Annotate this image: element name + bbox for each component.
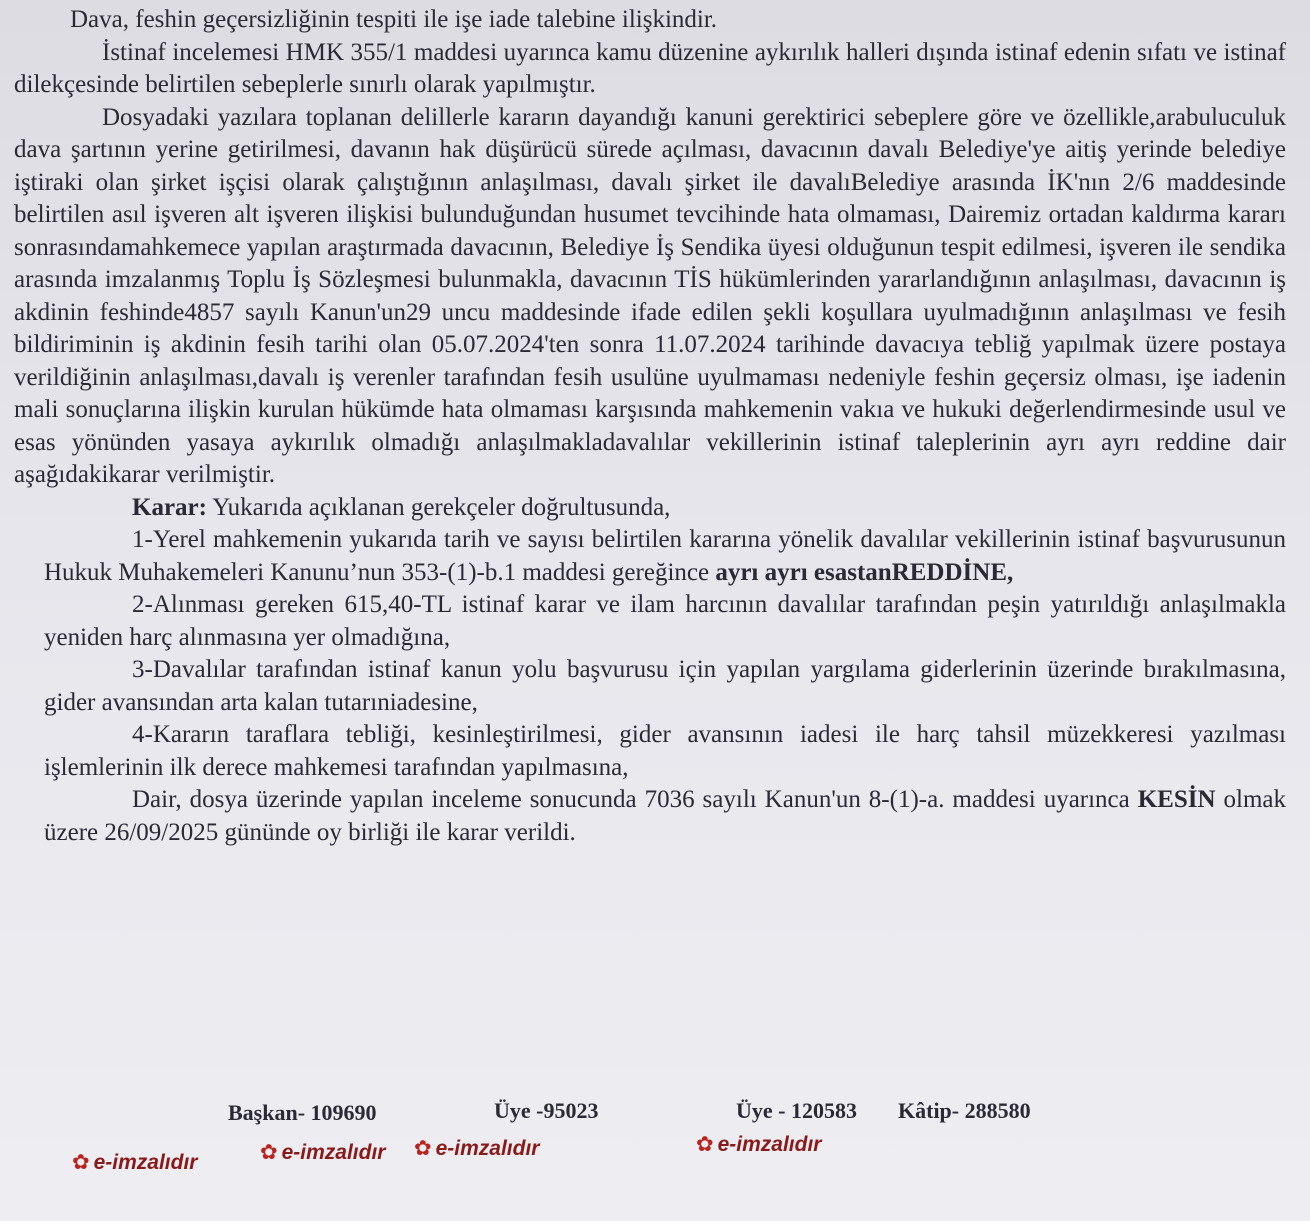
seal-rosette-icon: ✿ bbox=[696, 1133, 714, 1156]
decision-item-1-text: 1-Yerel mahkemenin yukarıda tarih ve sayısı belirtilen kararına yönelik davalılar vekillerinin istinaf başvurusunun Hukuk Muhakemeleri Kanunu’nun 353-(1)-b.1 maddesi gereğince bbox=[44, 526, 1286, 586]
signature-katip: Kâtip- 288580 bbox=[898, 1098, 1031, 1123]
decision-item-2: 2-Alınması gereken 615,40-TL istinaf karar ve ilam harcının davalılar tarafından peşin yatırıldığı anlaşılmakla yeniden harç alınmasına yer olmadığına, bbox=[44, 591, 1286, 651]
decision-item-4: 4-Kararın taraflara tebliği, kesinleştirilmesi, gider avansının iadesi ile harç tahsil müzekkeresi yazılması işlemlerinin ilk derece mahkemesi tarafından yapılmasına, bbox=[44, 721, 1286, 781]
intro-paragraph: Dava, feshin geçersizliğinin tespiti ile işe iade talebine ilişkindir. bbox=[70, 6, 718, 33]
decision-label: Karar: bbox=[132, 493, 207, 521]
signature-uye-1: Üye -95023 bbox=[494, 1098, 599, 1123]
decision-item-3: 3-Davalılar tarafından istinaf kanun yolu başvurusu için yapılan yargılama giderlerinin üzerinde bırakılmasına, gider avansından arta kalan tutarıniadesine, bbox=[44, 656, 1286, 716]
decision-heading bbox=[44, 492, 1286, 525]
seal-rosette-icon: ✿ bbox=[260, 1141, 278, 1164]
esign-badge-4-label: e-imzalıdır bbox=[717, 1133, 822, 1156]
seal-rosette-icon: ✿ bbox=[414, 1137, 432, 1160]
reasoning-paragraph: Dosyadaki yazılara toplanan delillerle kararın dayandığı kanuni gerektirici sebeplere göre ve özellikle,arabuluculuk dava şartının yerine getirilmesi, davanın hak düşürücü sürede açılması, davacının davalı Belediye'ye aitiş yerinde belediye iştiraki olan şirket işçisi olarak çalıştığının anlaşılması, davalı şirket ile davalıBelediye arasında İK'nın 2/6 maddesinde belirtilen asıl işveren alt işveren ilişkisi bulunduğundan husumet tevcihinde hata olmaması, Dairemiz ortadan kaldırma kararı sonrasındamahkemece yapılan araştırmada davacının, Belediye İş Sendika üyesi olduğunun tespit edilmesi, işveren ile sendika arasında imzalanmış Toplu İş Sözleşmesi bulunmakla, davacının TİS hükümlerinden yararlandığının anlaşılması, davacının iş akdinin feshinde4857 sayılı Kanun'un29 uncu maddesinde ifade edilen şekli koşullara uyulmadığının anlaşılması ve fesih bildiriminin iş akdinin fesih tarihi olan 05.07.2024'ten sonra 11.07.2024 tarihinde davacıya tebliğ yapılmak üzere postaya verildiğinin anlaşılması,davalı iş verenler tarafından fesih usulüne uyulmaması nedeniyle feshin geçersiz olması, işe iadenin mali sonuçlarına ilişkin kurulan hükümde hata olmaması karşısında mahkemenin vakıa ve hukuki değerlendirmesinde usul ve esas yönünden yasaya aykırılık olmadığı anlaşılmakladavalılar vekillerinin istinaf taleplerinin ayrı ayrı reddine dair aşağıdakikarar verilmiştir. bbox=[14, 103, 1286, 488]
decision-item-1 bbox=[44, 524, 1286, 589]
scope-paragraph: İstinaf incelemesi HMK 355/1 maddesi uyarınca kamu düzenine aykırılık halleri dışında istinaf edenin sıfatı ve istinaf dilekçesinde belirtilen sebeplerle sınırlı olarak yapılmıştır. bbox=[14, 38, 1286, 98]
esign-badge-1-label: e-imzalıdır bbox=[93, 1151, 198, 1174]
esign-badge-3 bbox=[414, 1136, 539, 1161]
final-paragraph bbox=[44, 784, 1286, 849]
esign-badge-4 bbox=[696, 1132, 821, 1157]
decision-section bbox=[14, 492, 1286, 850]
final-bold: KESİN bbox=[1137, 786, 1216, 813]
decision-item-1-bold: ayrı ayrı esastanREDDİNE, bbox=[715, 558, 1014, 586]
esign-badge-2 bbox=[260, 1140, 385, 1165]
final-text: Dair, dosya üzerinde yapılan inceleme sonucunda 7036 sayılı Kanun'un 8-(1)-a. maddesi uyarınca bbox=[132, 786, 1138, 813]
seal-rosette-icon: ✿ bbox=[72, 1151, 90, 1174]
signature-uye-2: Üye - 120583 bbox=[736, 1098, 857, 1123]
esign-badge-1 bbox=[72, 1150, 197, 1175]
esign-badge-3-label: e-imzalıdır bbox=[435, 1137, 540, 1160]
esign-badge-2-label: e-imzalıdır bbox=[281, 1141, 386, 1164]
final-tail: olmak üzere 26/09/2025 gününde oy birliği ile karar verildi. bbox=[44, 786, 1286, 846]
signature-baskan: Başkan- 109690 bbox=[228, 1100, 377, 1125]
decision-intro: Yukarıda açıklanan gerekçeler doğrultusunda, bbox=[206, 493, 671, 521]
